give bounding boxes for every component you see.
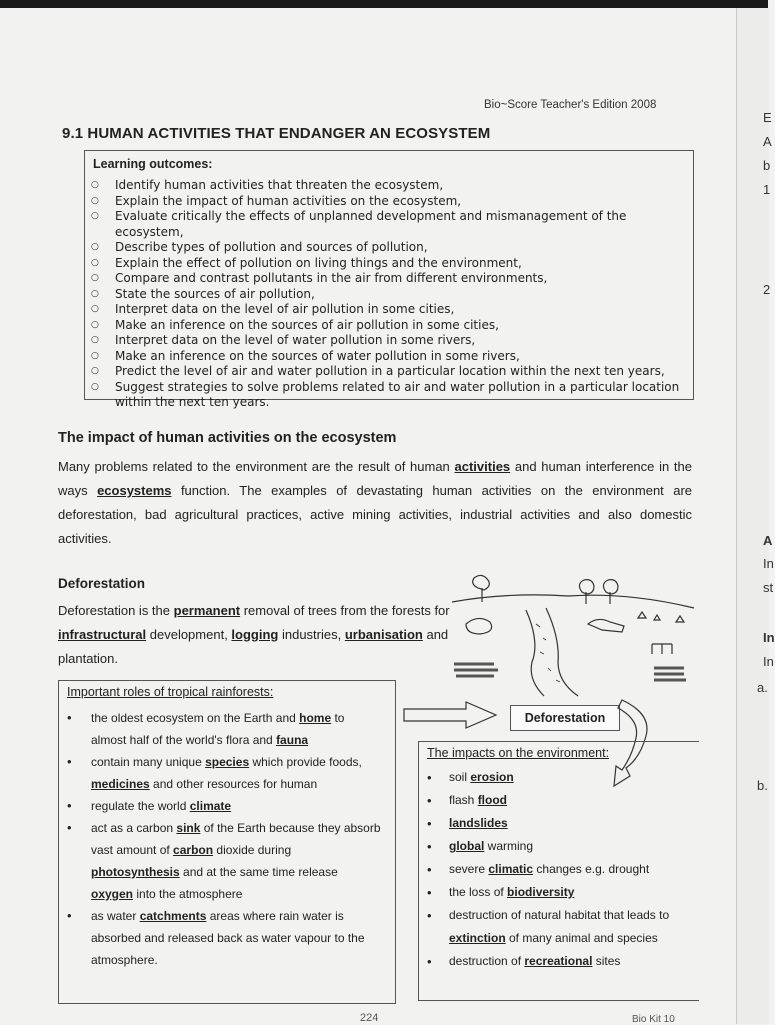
- list-item: ○ Predict the level of air and water pollution in a particular location within the next ten years,: [91, 364, 693, 380]
- keyword: extinction: [449, 931, 506, 945]
- keyword: home: [299, 711, 332, 725]
- list-item: ○ Explain the effect of pollution on living things and the environment,: [91, 256, 693, 272]
- adjacent-fragment: 1: [763, 182, 771, 197]
- keyword: global: [449, 839, 485, 853]
- keyword: photosynthesis: [91, 865, 180, 879]
- list-item: • the oldest ecosystem on the Earth and home to almost half of the world's flora and fauna: [65, 707, 383, 751]
- impacts-box: [418, 741, 699, 1001]
- list-item: • severe climatic changes e.g. drought: [425, 858, 695, 881]
- list-item: • global warming: [425, 835, 695, 858]
- footer-label: Bio Kit 10: [632, 1014, 675, 1025]
- keyword: medicines: [91, 777, 150, 791]
- rainforest-roles-box: [58, 680, 396, 1004]
- keyword: climate: [189, 799, 232, 813]
- learning-outcomes-list: [91, 178, 693, 411]
- keyword: erosion: [470, 770, 514, 784]
- adjacent-fragment: b: [763, 158, 771, 173]
- adjacent-page: [736, 8, 775, 1024]
- impact-heading: The impact of human activities on the ecosystem: [58, 430, 397, 446]
- list-item: ○ Make an inference on the sources of water pollution in some rivers,: [91, 349, 693, 365]
- list-item: ○ Interpret data on the level of air pollution in some cities,: [91, 302, 693, 318]
- list-item: ○ Suggest strategies to solve problems related to air and water pollution in a particular location within the next ten years.: [91, 380, 693, 411]
- keyword: biodiversity: [507, 885, 575, 899]
- list-item: • destruction of natural habitat that leads to extinction of many animal and species: [425, 904, 695, 950]
- list-item: ○ State the sources of air pollution,: [91, 287, 693, 303]
- page-number: 224: [360, 1012, 379, 1024]
- adjacent-fragment: E: [763, 110, 772, 125]
- adjacent-fragment: A: [763, 134, 772, 149]
- list-item: ○ Evaluate critically the effects of unplanned development and mismanagement of the ecosystem,: [91, 209, 693, 240]
- adjacent-fragment: A: [763, 533, 773, 548]
- keyword: landslides: [449, 816, 508, 830]
- list-item: ○ Describe types of pollution and sources of pollution,: [91, 240, 693, 256]
- keyword: urbanisation: [344, 627, 423, 642]
- list-item: • destruction of recreational sites: [425, 950, 695, 973]
- deforestation-paragraph: Deforestation is the permanent removal of trees from the forests for infrastructural development, logging industries, urbanisation and plantation.: [58, 603, 450, 666]
- list-item: ○ Identify human activities that threaten the ecosystem,: [91, 178, 693, 194]
- edition-label: Bio~Score Teacher's Edition 2008: [484, 99, 657, 111]
- impact-paragraph: Many problems related to the environment are the result of human activities and human interference in the ways ecosystems function. The examples of devastating human activities on the environment are deforestation, bad agricultural practices, active mining activities, industrial activities and also domestic activities.: [58, 459, 693, 546]
- keyword: ecosystems: [97, 483, 172, 498]
- list-item: [425, 812, 695, 835]
- list-item: • contain many unique species which provide foods, medicines and other resources for human: [65, 751, 383, 795]
- adjacent-fragment: b.: [757, 778, 768, 793]
- adjacent-fragment: 2: [763, 282, 771, 297]
- keyword: flood: [477, 793, 508, 807]
- list-item: ○ Make an inference on the sources of air pollution in some cities,: [91, 318, 693, 334]
- adjacent-fragment: st: [763, 580, 774, 595]
- deforestation-heading: Deforestation: [58, 576, 146, 591]
- learning-outcomes-title: Learning outcomes:: [93, 157, 213, 171]
- roles-list: [65, 707, 383, 971]
- keyword: carbon: [173, 843, 214, 857]
- keyword: recreational: [524, 954, 593, 968]
- list-item: • flash flood: [425, 789, 695, 812]
- list-item: • soil erosion: [425, 766, 695, 789]
- adjacent-fragment: In: [763, 630, 775, 645]
- keyword: sink: [176, 821, 201, 835]
- impacts-list: [425, 766, 695, 973]
- list-item: ○ Explain the impact of human activities on the ecosystem,: [91, 194, 693, 210]
- list-item: • as water catchments areas where rain water is absorbed and released back as water vapour to the atmosphere.: [65, 905, 383, 971]
- list-item: • regulate the world climate: [65, 795, 383, 817]
- keyword: permanent: [173, 603, 241, 618]
- list-item: • act as a carbon sink of the Earth because they absorb vast amount of carbon dioxide during photosynthesis and at the same time release oxygen into the atmosphere: [65, 817, 383, 905]
- keyword: climatic: [488, 862, 534, 876]
- adjacent-fragment: In: [763, 556, 774, 571]
- keyword: logging: [231, 627, 279, 642]
- top-edge-bar: [0, 0, 768, 8]
- keyword: fauna: [276, 733, 309, 747]
- adjacent-fragment: a.: [757, 680, 768, 695]
- keyword: species: [205, 755, 250, 769]
- keyword: oxygen: [91, 887, 134, 901]
- list-item: ○ Interpret data on the level of water pollution in some rivers,: [91, 333, 693, 349]
- deforestation-illustration: [448, 572, 696, 698]
- impacts-title: The impacts on the environment:: [427, 746, 610, 760]
- list-item: ○ Compare and contrast pollutants in the air from different environments,: [91, 271, 693, 287]
- keyword: activities: [454, 459, 511, 474]
- roles-title: Important roles of tropical rainforests:: [67, 685, 274, 699]
- arrow-right-icon: [400, 700, 508, 730]
- keyword: catchments: [139, 909, 207, 923]
- section-title: 9.1 HUMAN ACTIVITIES THAT ENDANGER AN ECOSYSTEM: [62, 125, 491, 142]
- adjacent-fragment: In: [763, 654, 774, 669]
- deforestation-label-box: Deforestation: [510, 705, 620, 731]
- keyword: infrastructural: [58, 627, 147, 642]
- list-item: • the loss of biodiversity: [425, 881, 695, 904]
- learning-outcomes-box: [84, 150, 694, 409]
